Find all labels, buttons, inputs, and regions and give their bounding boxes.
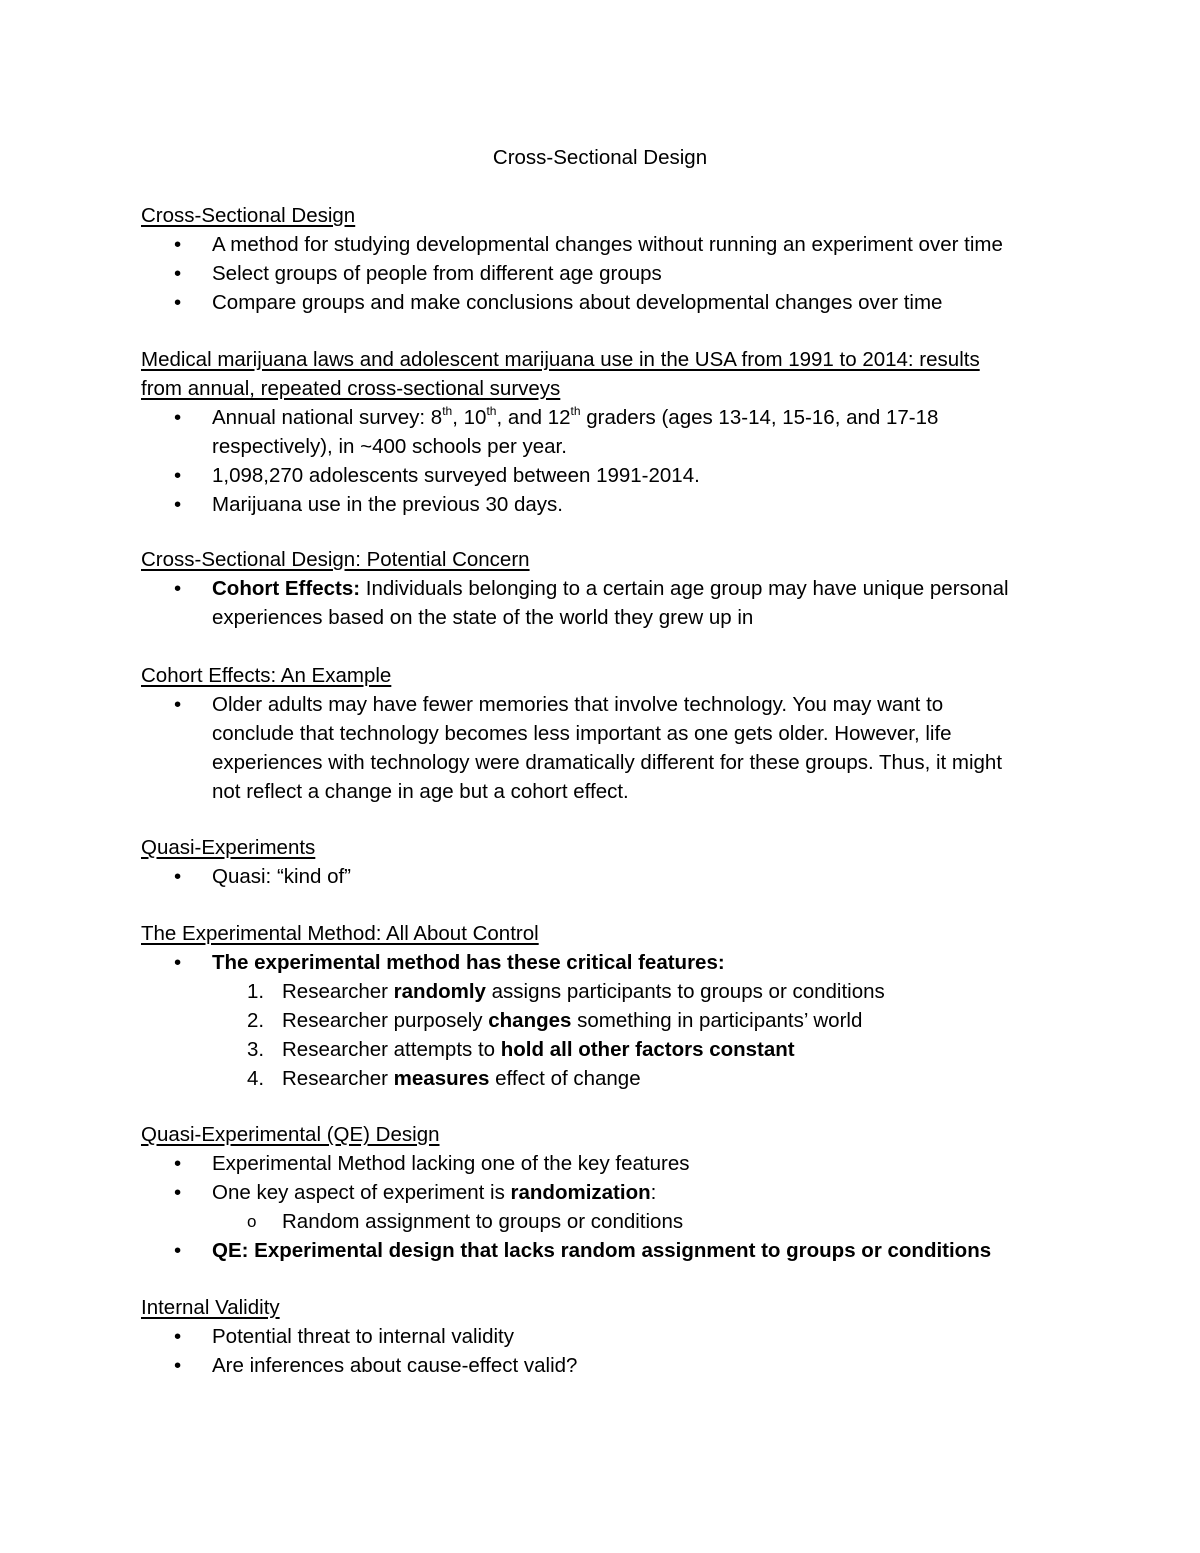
sub-list-item: o Random assignment to groups or conditions [141, 1207, 1071, 1236]
list-item: • Compare groups and make conclusions about developmental changes over time [141, 288, 1071, 317]
bullet-list [141, 574, 1071, 632]
section-heading: Cohort Effects: An Example [141, 664, 392, 687]
list-item: • Are inferences about cause-effect valid? [141, 1351, 1071, 1380]
list-item: • Cohort Effects: Individuals belonging to a certain age group may have unique personal experiences based on the state of the world they grew up in [141, 574, 1071, 632]
number-marker: 4. [247, 1067, 265, 1090]
section-medical-marijuana-study [141, 345, 1071, 519]
list-item: • 1,098,270 adolescents surveyed between 1991-2014. [141, 461, 1071, 490]
bullet-marker: • [174, 464, 182, 487]
bullet-marker: • [174, 1354, 182, 1377]
bullet-marker: • [174, 1181, 182, 1204]
number-marker: 1. [247, 980, 265, 1003]
number-marker: 2. [247, 1009, 265, 1032]
bullet-marker: • [174, 693, 182, 716]
section-experimental-method [141, 919, 1071, 1093]
section-internal-validity [141, 1293, 1071, 1380]
bullet-marker: • [174, 493, 182, 516]
bullet-list [141, 230, 1071, 317]
list-item: • The experimental method has these critical features: [141, 948, 1071, 977]
section-heading: Quasi-Experiments [141, 836, 316, 859]
bullet-marker: • [174, 1152, 182, 1175]
section-heading-line2: from annual, repeated cross-sectional surveys [141, 377, 561, 400]
bullet-marker: • [174, 865, 182, 888]
section-heading: The Experimental Method: All About Control [141, 922, 539, 945]
section-cross-sectional-design [141, 201, 1071, 317]
numbered-list [141, 977, 1071, 1093]
numbered-item: 3. Researcher attempts to hold all other factors constant [141, 1035, 1071, 1064]
numbered-item: 4. Researcher measures effect of change [141, 1064, 1071, 1093]
section-potential-concern [141, 545, 1071, 632]
bullet-marker: • [174, 233, 182, 256]
section-heading: Internal Validity [141, 1296, 280, 1319]
numbered-item: 1. Researcher randomly assigns participants to groups or conditions [141, 977, 1071, 1006]
list-item: • Select groups of people from different age groups [141, 259, 1071, 288]
list-item: • Quasi: “kind of” [141, 862, 1071, 891]
list-item: • Annual national survey: 8th, 10th, and 12th graders (ages 13-14, 15-16, and 17-18 respectively), in ~400 schools per year. [174, 404, 939, 458]
bullet-marker: • [174, 577, 182, 600]
list-item: • Experimental Method lacking one of the key features [141, 1149, 1071, 1178]
list-item: • A method for studying developmental changes without running an experiment over time [141, 230, 1071, 259]
bullet-marker: • [174, 951, 182, 974]
section-heading: Medical marijuana laws and adolescent marijuana use in the USA from 1991 to 2014: results [141, 348, 980, 371]
section-heading: Quasi-Experimental (QE) Design [141, 1123, 440, 1146]
section-quasi-experiments [141, 833, 1071, 891]
section-heading: Cross-Sectional Design: Potential Concern [141, 548, 530, 571]
bullet-list [141, 948, 1071, 977]
bullet-list [141, 1236, 1071, 1265]
page-title: Cross-Sectional Design [492, 146, 708, 169]
section-heading: Cross-Sectional Design [141, 204, 356, 227]
sub-list [141, 1207, 1071, 1236]
bullet-marker: • [174, 406, 182, 429]
bullet-marker: • [174, 1325, 182, 1348]
section-cohort-example [141, 661, 1071, 806]
list-item: • Potential threat to internal validity [141, 1322, 1071, 1351]
bullet-list [141, 403, 1071, 519]
bullet-marker: • [174, 1239, 182, 1262]
list-item: • One key aspect of experiment is randomization: [141, 1178, 1071, 1207]
section-qe-design [141, 1120, 1071, 1265]
list-item: • QE: Experimental design that lacks random assignment to groups or conditions [141, 1236, 1071, 1265]
number-marker: 3. [247, 1038, 265, 1061]
numbered-item: 2. Researcher purposely changes something in participants’ world [141, 1006, 1071, 1035]
bullet-list [141, 1322, 1071, 1380]
bullet-list [141, 690, 1071, 806]
bullet-marker: • [174, 262, 182, 285]
list-item: • Marijuana use in the previous 30 days. [141, 490, 1071, 519]
bullet-list [141, 1149, 1071, 1207]
list-item: • Older adults may have fewer memories that involve technology. You may want to conclude that technology becomes less important as one gets older. However, life experiences with technology were dramatically different for these groups. Thus, it might not reflect a change in age but a cohort effect. [141, 690, 1071, 806]
bullet-marker: • [174, 291, 182, 314]
circle-bullet-marker: o [247, 1212, 257, 1231]
bullet-list [141, 862, 1071, 891]
